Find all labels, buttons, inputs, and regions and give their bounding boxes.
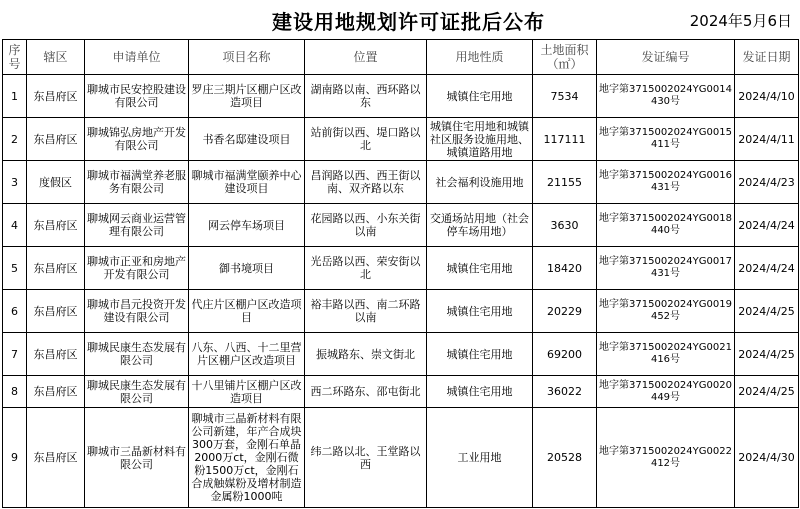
cell-location: 光岳路以西、荣安街以北 xyxy=(305,247,427,290)
cell-cert-no: 地字第3715002024YG0021416号 xyxy=(597,333,735,376)
cell-applicant: 聊城市福满堂养老服务有限公司 xyxy=(85,161,189,204)
cell-project: 聊城市福满堂颐养中心建设项目 xyxy=(189,161,305,204)
table-row xyxy=(3,247,799,290)
cell-issue-date: 2024/4/10 xyxy=(735,75,799,118)
cell-applicant: 聊城锦弘房地产开发有限公司 xyxy=(85,118,189,161)
cell-district: 东昌府区 xyxy=(27,118,85,161)
cell-area: 36022 xyxy=(533,376,597,408)
cell-project: 御书境项目 xyxy=(189,247,305,290)
cell-location: 昌润路以西、西王街以南、双齐路以东 xyxy=(305,161,427,204)
cell-no: 1 xyxy=(3,75,27,118)
table-row xyxy=(3,290,799,333)
cell-applicant: 聊城民康生态发展有限公司 xyxy=(85,376,189,408)
col-header-land-use: 用地性质 xyxy=(427,40,533,75)
cell-project: 八东、八西、十二里营片区棚户区改造项目 xyxy=(189,333,305,376)
cell-land-use: 城镇住宅用地和城镇社区服务设施用地、城镇道路用地 xyxy=(427,118,533,161)
cell-project: 书香名邸建设项目 xyxy=(189,118,305,161)
cell-land-use: 城镇住宅用地 xyxy=(427,333,533,376)
cell-project: 罗庄三期片区棚户区改造项目 xyxy=(189,75,305,118)
col-header-no: 序号 xyxy=(3,40,27,75)
cell-land-use: 交通场站用地（社会停车场用地） xyxy=(427,204,533,247)
table-row xyxy=(3,333,799,376)
table-row xyxy=(3,408,799,508)
cell-issue-date: 2024/4/30 xyxy=(735,408,799,508)
cell-land-use: 城镇住宅用地 xyxy=(427,247,533,290)
cell-location: 湖南路以南、西环路以东 xyxy=(305,75,427,118)
cell-applicant: 聊城民康生态发展有限公司 xyxy=(85,333,189,376)
col-header-applicant: 申请单位 xyxy=(85,40,189,75)
cell-district: 东昌府区 xyxy=(27,75,85,118)
cell-issue-date: 2024/4/24 xyxy=(735,247,799,290)
cell-area: 69200 xyxy=(533,333,597,376)
cell-cert-no: 地字第371500202​4YG0014430号 xyxy=(597,75,735,118)
page-title: 建设用地规划许可证批后公布 xyxy=(272,10,545,34)
cell-no: 3 xyxy=(3,161,27,204)
cell-applicant: 聊城市三晶新材料有限公司 xyxy=(85,408,189,508)
cell-district: 东昌府区 xyxy=(27,247,85,290)
table-row xyxy=(3,161,799,204)
cell-project: 十八里铺片区棚户区改造项目 xyxy=(189,376,305,408)
cell-project: 代庄片区棚户区改造项目 xyxy=(189,290,305,333)
cell-district: 东昌府区 xyxy=(27,376,85,408)
col-header-location: 位置 xyxy=(305,40,427,75)
cell-no: 8 xyxy=(3,376,27,408)
cell-district: 度假区 xyxy=(27,161,85,204)
cell-district: 东昌府区 xyxy=(27,408,85,508)
cell-issue-date: 2024/4/11 xyxy=(735,118,799,161)
cell-area: 20229 xyxy=(533,290,597,333)
cell-district: 东昌府区 xyxy=(27,333,85,376)
table-row xyxy=(3,118,799,161)
cell-applicant: 聊城市民安控股建设有限公司 xyxy=(85,75,189,118)
table-row xyxy=(3,204,799,247)
cell-cert-no: 地字第3715002024YG0016431号 xyxy=(597,161,735,204)
cell-no: 7 xyxy=(3,333,27,376)
publish-date: 2024年5月6日 xyxy=(689,12,792,30)
cell-issue-date: 2024/4/23 xyxy=(735,161,799,204)
cell-area: 20528 xyxy=(533,408,597,508)
cell-cert-no: 地字第3715002024YG0019452号 xyxy=(597,290,735,333)
cell-area: 3630 xyxy=(533,204,597,247)
cell-project: 网云停车场项目 xyxy=(189,204,305,247)
cell-land-use: 城镇住宅用地 xyxy=(427,290,533,333)
cell-applicant: 聊城市正亚和房地产开发有限公司 xyxy=(85,247,189,290)
cell-location: 站前街以西、堤口路以北 xyxy=(305,118,427,161)
cell-cert-no: 地字第3715002024YG0020449号 xyxy=(597,376,735,408)
cell-cert-no: 地字第3715002024YG0018440号 xyxy=(597,204,735,247)
cell-location: 花园路以西、小东关街以南 xyxy=(305,204,427,247)
table-row xyxy=(3,75,799,118)
col-header-cert-no: 发证编号 xyxy=(597,40,735,75)
cell-location: 西二环路东、邵屯街北 xyxy=(305,376,427,408)
cell-cert-no: 地字第3715002024YG0015411号 xyxy=(597,118,735,161)
col-header-district: 辖区 xyxy=(27,40,85,75)
cell-cert-no: 地字第3715002024YG0017431号 xyxy=(597,247,735,290)
cell-no: 9 xyxy=(3,408,27,508)
col-header-area: 土地面积（㎡） xyxy=(533,40,597,75)
cell-issue-date: 2024/4/25 xyxy=(735,290,799,333)
col-header-issue-date: 发证日期 xyxy=(735,40,799,75)
permit-table xyxy=(2,39,799,508)
cell-location: 纬二路以北、王堂路以西 xyxy=(305,408,427,508)
cell-area: 18420 xyxy=(533,247,597,290)
cell-issue-date: 2024/4/25 xyxy=(735,376,799,408)
table-row xyxy=(3,376,799,408)
cell-no: 5 xyxy=(3,247,27,290)
header-row xyxy=(3,40,799,75)
cell-district: 东昌府区 xyxy=(27,290,85,333)
cell-applicant: 聊城网云商业运营管理有限公司 xyxy=(85,204,189,247)
cell-applicant: 聊城市昌元投资开发建设有限公司 xyxy=(85,290,189,333)
cell-land-use: 工业用地 xyxy=(427,408,533,508)
cell-no: 2 xyxy=(3,118,27,161)
cell-issue-date: 2024/4/24 xyxy=(735,204,799,247)
cell-land-use: 社会福利设施用地 xyxy=(427,161,533,204)
cell-land-use: 城镇住宅用地 xyxy=(427,75,533,118)
cell-district: 东昌府区 xyxy=(27,204,85,247)
cell-area: 7534 xyxy=(533,75,597,118)
cell-cert-no: 地字第3715002024YG0022412号 xyxy=(597,408,735,508)
col-header-project: 项目名称 xyxy=(189,40,305,75)
cell-project: 聊城市三晶新材料有限公司新建，年产合成块300万套，金刚石单晶2000万ct，金刚石微粉1500万ct，金刚石合成触媒粉及增材制造金属粉1000吨 xyxy=(189,408,305,508)
cell-location: 振城路东、崇文街北 xyxy=(305,333,427,376)
cell-area: 117111 xyxy=(533,118,597,161)
cell-no: 6 xyxy=(3,290,27,333)
cell-location: 裕丰路以西、南二环路以南 xyxy=(305,290,427,333)
cell-land-use: 城镇住宅用地 xyxy=(427,376,533,408)
cell-area: 21155 xyxy=(533,161,597,204)
cell-no: 4 xyxy=(3,204,27,247)
cell-issue-date: 2024/4/25 xyxy=(735,333,799,376)
